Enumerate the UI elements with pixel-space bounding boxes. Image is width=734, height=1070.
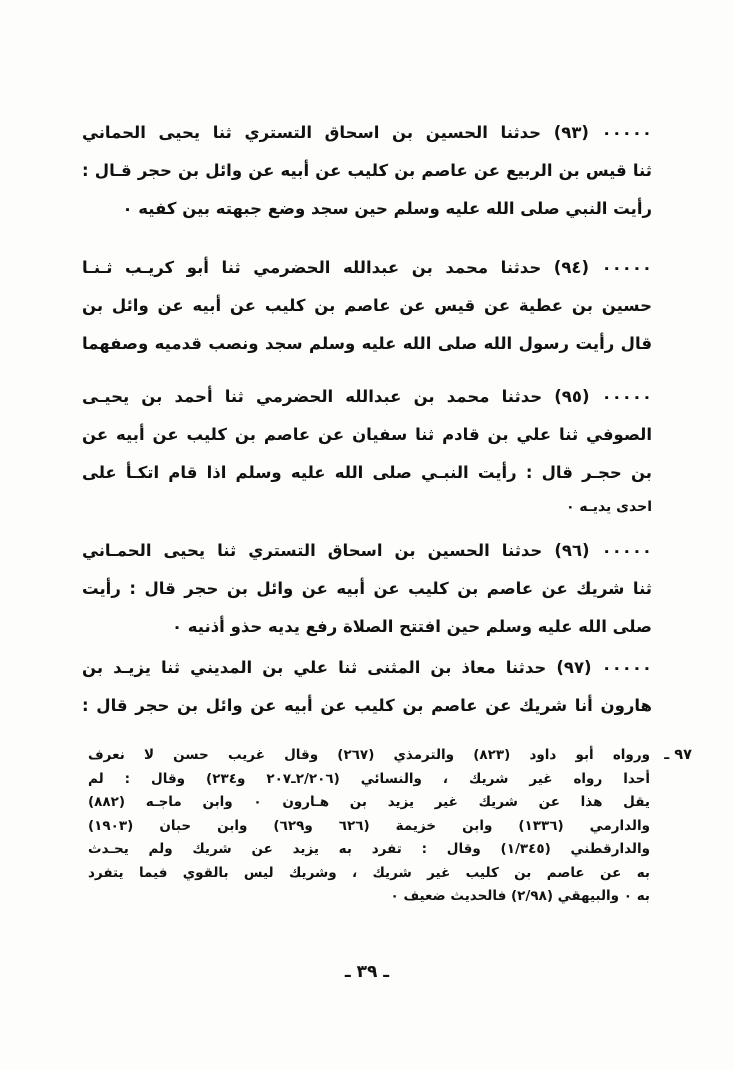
- footnote-line-3: يقل هذا عن شريك غير يزيد بن هـارون ٠ وابن ماجـه (٨٨٢): [88, 794, 650, 810]
- hadith-97-line-1: ٠٠٠٠٠ (٩٧) حدثنا معاذ بن المثنى ثنا علي بن المديني ثنا يزيـد بن: [82, 658, 652, 677]
- hadith-96-line-2: ثنا شريك عن عاصم بن كليب عن أبيه عن وائل بن حجر قال : رأيت: [82, 579, 652, 598]
- footnote-line-4: والدارمي (١٣٣٦) وابن خزيمة (٦٢٦ و٦٢٩) وابن حبان (١٩٠٣): [88, 817, 650, 834]
- footnote-97: [88, 744, 692, 909]
- hadith-93-line-3: رأيت النبي صلى الله عليه وسلم حين سجد وضع جبهته بين كفيه ٠: [122, 199, 652, 218]
- page-number: ـ ٣٩ ـ: [344, 962, 390, 982]
- footnote-line-6: به عن عاصم بن كليب غير شريك ، وشريك ليس بالقوي فيما يتفرد: [88, 864, 650, 881]
- hadith-94-line-3: قال رأيت رسول الله صلى الله عليه وسلم سجد ونصب قدميه وصفهما: [82, 334, 652, 353]
- footnote-line-5: والدارقطني (١/٣٤٥) وقال : تفرد به يزيد عن شريك ولم يحـدث: [88, 841, 650, 857]
- hadith-94-line-1: ٠٠٠٠٠ (٩٤) حدثنا محمد بن عبدالله الحضرمي ثنا أبو كريـب ثـنـا: [82, 258, 652, 277]
- hadith-93-line-2: ثنا قيس بن الربيع عن عاصم بن كليب عن أبيه عن وائل بن حجر قـال :: [82, 161, 652, 180]
- hadith-97-line-2: هارون أنا شريك عن عاصم بن كليب عن أبيه عن وائل بن حجر قال :: [82, 696, 652, 715]
- footnote-number: ٩٧ ـ: [664, 747, 692, 763]
- footnote-line-2: أحدا رواه غير شريك ، والنسائي (٢/٢٠٦ـ٢٠٧ و٢٣٤) وقال : لم: [88, 770, 650, 787]
- footnote-line-1: ورواه أبو داود (٨٢٣) والترمذي (٢٦٧) وقال غريب حسن لا نعرف: [88, 747, 650, 763]
- hadith-95: [82, 378, 652, 522]
- hadith-95-line-1: ٠٠٠٠٠ (٩٥) حدثنا محمد بن عبدالله الحضرمي ثنا أحمد بن يحيـى: [82, 387, 652, 406]
- hadith-94-line-2: حسين بن عطية عن قيس عن عاصم بن كليب عن أبيه عن وائل بن: [82, 296, 652, 315]
- hadith-93: [82, 114, 652, 228]
- hadith-97: [82, 649, 652, 725]
- footnote-line-7: به ٠ والبيهقي (٢/٩٨) فالحديث ضعيف ٠: [390, 888, 650, 904]
- hadith-95-line-2: الصوفي ثنا علي بن قادم ثنا سفيان عن عاصم بن كليب عن أبيه عن: [82, 425, 652, 444]
- hadith-93-line-1: ٠٠٠٠٠ (٩٣) حدثنا الحسين بن اسحاق التستري ثنا يحيى الحماني: [82, 123, 652, 142]
- hadith-95-line-3: بن حجـر قال : رأيت النبـي صلى الله عليه وسلم اذا قام اتكـأ على: [82, 463, 652, 482]
- hadith-96-line-1: ٠٠٠٠٠ (٩٦) حدثنا الحسين بن اسحاق التستري ثنا يحيى الحمـاني: [82, 541, 652, 560]
- hadith-94: [82, 249, 652, 363]
- hadith-96-line-3: صلى الله عليه وسلم حين افتتح الصلاة رفع يديه حذو أذنيه ٠: [171, 617, 652, 636]
- hadith-95-line-4: احدى يديـه ٠: [566, 499, 652, 515]
- hadith-96: [82, 532, 652, 646]
